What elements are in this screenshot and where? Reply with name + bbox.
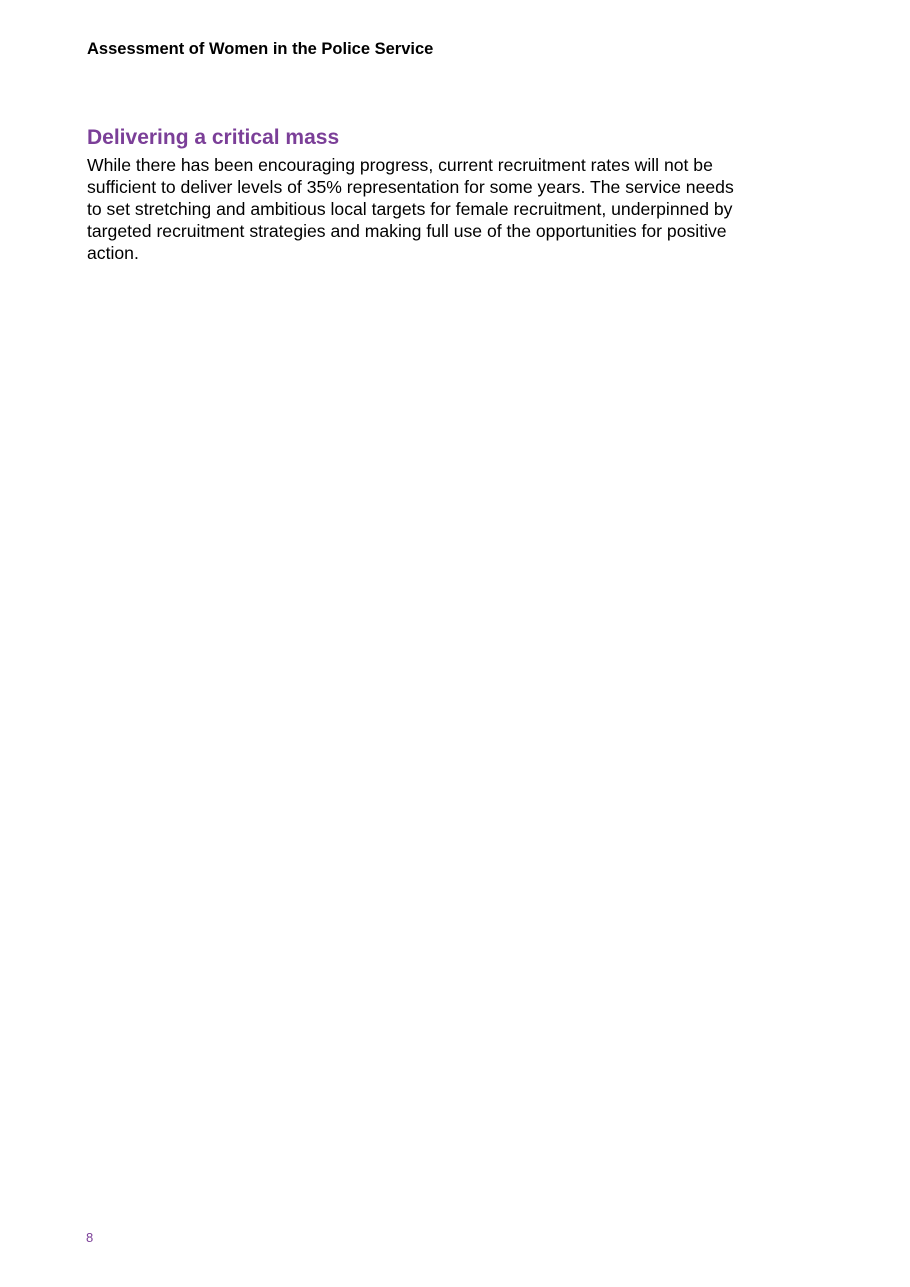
section-body-paragraph: While there has been encouraging progress, current recruitment rates will not be sufficient to deliver levels of 35% representation for some years. The service needs to set stretching and ambitious local targets for female recruitment, underpinned by targeted recruitment strategies and making full use of the opportunities for positive action. xyxy=(87,155,734,263)
section-heading: Delivering a critical mass xyxy=(87,126,340,149)
section-delivering-critical-mass xyxy=(87,125,787,264)
page-number: 8 xyxy=(86,1230,94,1245)
running-header: Assessment of Women in the Police Service xyxy=(87,40,434,58)
